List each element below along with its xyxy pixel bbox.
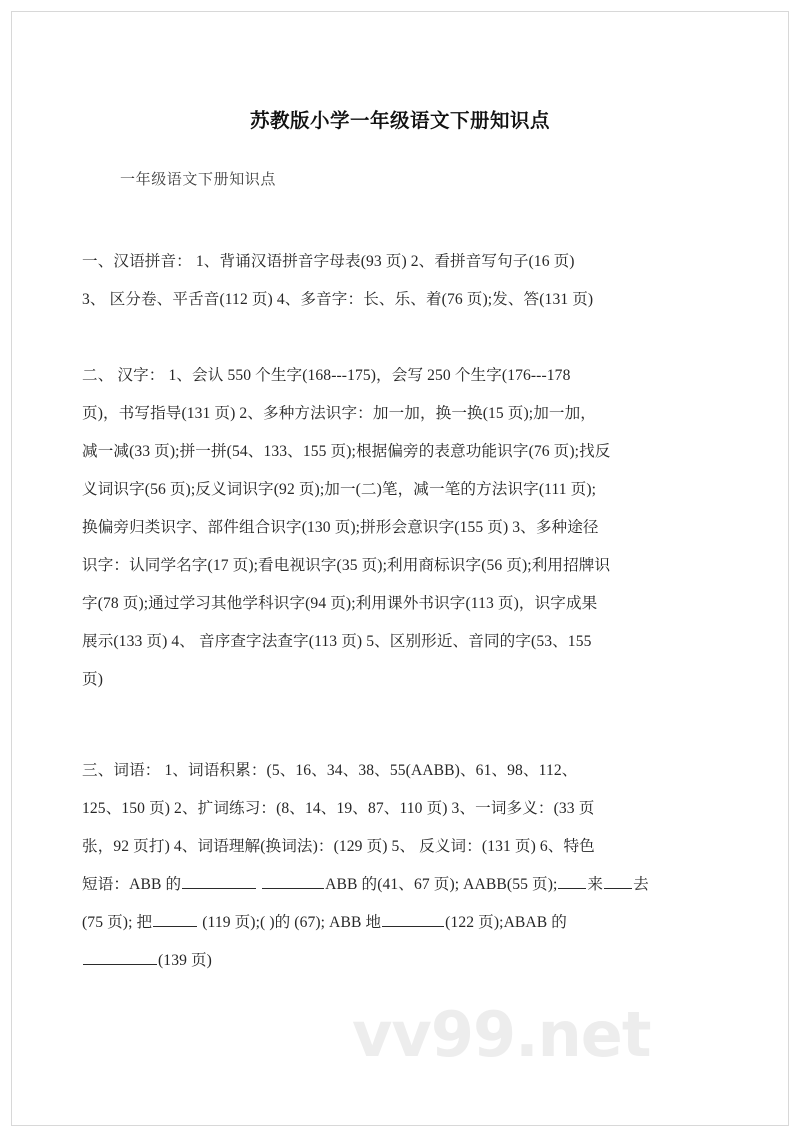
section-hanzi-line: 义词识字(56 页);反义词识字(92 页);加一(二)笔，减一笔的方法识字(111 页); (82, 481, 597, 498)
fill-blank (83, 948, 157, 965)
section-pinyin-line: 一、汉语拼音： 1、背诵汉语拼音字母表(93 页) 2、看拼音写句子(16 页) (82, 253, 575, 270)
section-pinyin-line: 3、 区分卷、平舌音(112 页) 4、多音字：长、乐、着(76 页);发、答(131 页) (82, 291, 594, 308)
page-title: 苏教版小学一年级语文下册知识点 (249, 110, 550, 133)
ciyu-ba-label: (75 页); 把 (82, 914, 153, 931)
section-ciyu-line: 张，92 页打) 4、词语理解(换词法)：(129 页) 5、 反义词：(131 页) 6、特色 (82, 838, 595, 855)
ciyu-abb-pages: ABB 的(41、67 页); AABB(55 页); (325, 876, 558, 893)
ciyu-qu: 去 (633, 876, 649, 893)
fill-blank (182, 872, 256, 889)
section-hanzi-line: 识字：认同学名字(17 页);看电视识字(35 页);利用商标识字(56 页);利用招牌识 (82, 557, 611, 574)
section-ciyu-line: 125、150 页) 2、扩词练习：(8、14、19、87、110 页) 3、一词多义：(33 页 (82, 800, 595, 817)
section-pinyin (82, 243, 718, 319)
fill-blank (382, 910, 444, 927)
ciyu-de-label: (119 页);( )的 (67); ABB 地 (202, 914, 382, 931)
section-hanzi-line: 字(78 页);通过学习其他学科识字(94 页);利用课外书识字(113 页)，识字成果 (82, 595, 598, 612)
section-hanzi-line: 换偏旁归类识字、部件组合识字(130 页);拼形会意识字(155 页) 3、多种途径 (82, 519, 599, 536)
section-ciyu-line: 三、词语： 1、词语积累：(5、16、34、38、55(AABB)、61、98、112、 (82, 762, 578, 779)
section-hanzi-line: 减一减(33 页);拼一拼(54、133、155 页);根据偏旁的表意功能识字(76 页);找反 (82, 443, 611, 460)
section-ciyu-line-blanks (82, 866, 718, 904)
section-hanzi (82, 357, 718, 699)
section-ciyu-line-blanks (82, 904, 718, 942)
ciyu-abab-pages: (139 页) (158, 952, 212, 969)
document-subtitle: 一年级语文下册知识点 (120, 172, 277, 188)
document-content (82, 0, 718, 1137)
watermark: vv99.net (352, 998, 651, 1071)
ciyu-abb-label: 短语：ABB 的 (82, 876, 182, 893)
section-ciyu (82, 752, 718, 980)
section-hanzi-line: 二、 汉字： 1、会认 550 个生字(168---175)，会写 250 个生字(176---178 (82, 367, 571, 384)
fill-blank (558, 872, 586, 889)
section-hanzi-line: 页) (82, 671, 103, 688)
section-hanzi-line: 页)，书写指导(131 页) 2、多种方法识字：加一加，换一换(15 页);加一加， (82, 405, 597, 422)
fill-blank (604, 872, 632, 889)
section-ciyu-line-blanks (82, 942, 718, 980)
fill-blank (153, 910, 197, 927)
section-hanzi-line: 展示(133 页) 4、 音序查字法查字(113 页) 5、区别形近、音同的字(53、155 (82, 633, 592, 650)
ciyu-lai: 来 (587, 876, 604, 893)
ciyu-abab-label: (122 页);ABAB 的 (445, 914, 567, 931)
fill-blank (262, 872, 324, 889)
